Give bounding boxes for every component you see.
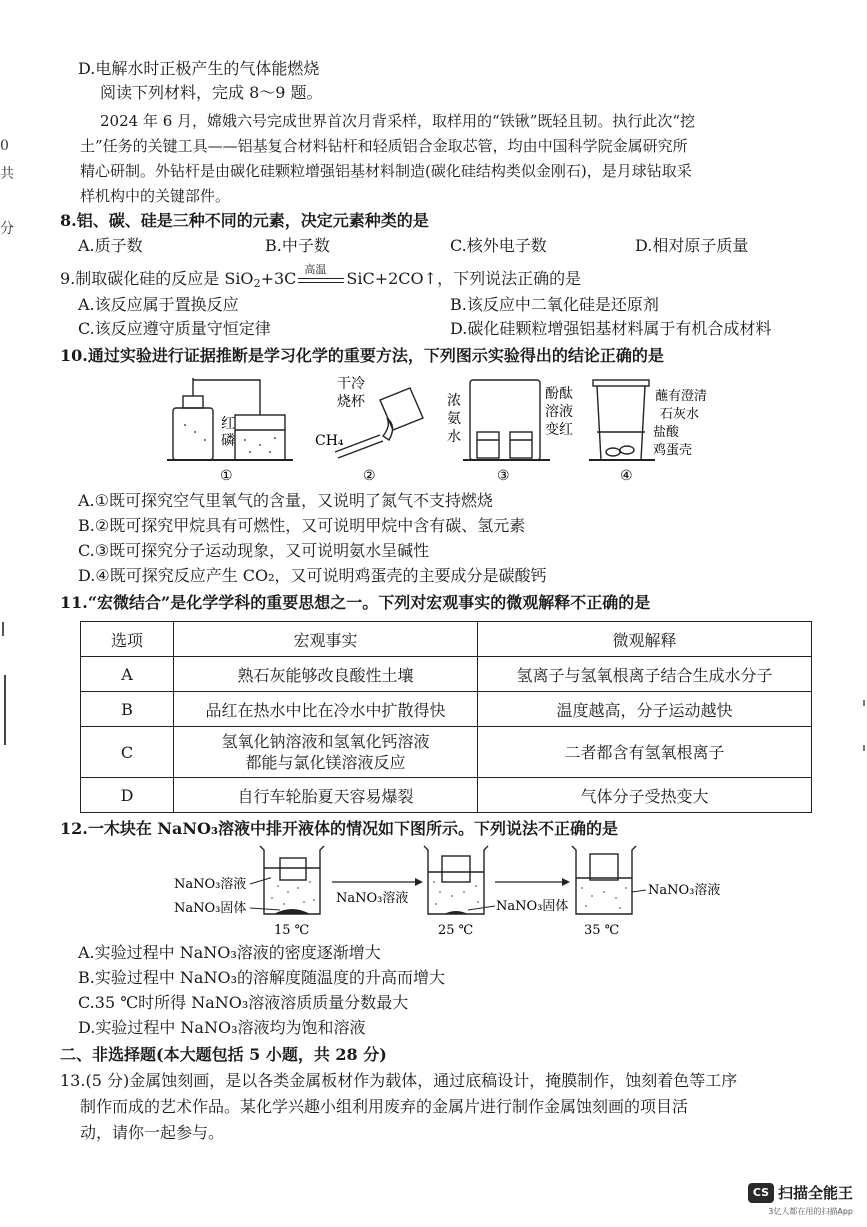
q10-figure-svg — [165, 370, 708, 485]
q11-text: 11.“宏微结合”是化学学科的重要思想之一。下列对宏观事实的微观解释不正确的是 — [60, 593, 651, 612]
exp3-label: 溶液 — [545, 404, 573, 420]
q9-condition: 高温 — [304, 262, 327, 276]
cell-line: 都能与氯化镁溶液反应 — [245, 753, 406, 772]
edge-tick — [863, 700, 865, 706]
table-row — [81, 778, 812, 813]
table-cell: A — [81, 657, 174, 692]
q9-option-b: B.该反应中二氧化硅是还原剂 — [450, 295, 659, 314]
reading-intro: 阅读下列材料，完成 8～9 题。 — [100, 83, 323, 102]
table-header: 选项 — [81, 622, 174, 657]
passage-line: 土”任务的关键工具——铝基复合材料钻杆和轻质铝合金取芯管，均由中国科学院金属研究所 — [80, 137, 688, 155]
q12-figure — [170, 842, 730, 937]
passage-line: 样机构中的关键部件。 — [80, 187, 231, 205]
passage-line: 精心研制。外钻杆是由碳化硅颗粒增强铝基材料制造(碳化硅结构类似金刚石)，是月球钻取采 — [80, 162, 692, 180]
arrow-label-2: NaNO₃固体 — [496, 899, 569, 914]
table-cell: D — [81, 778, 174, 813]
table-cell: 气体分子受热变大 — [478, 778, 812, 813]
scanner-name: 扫描全能王 — [777, 1184, 853, 1202]
q10-figure — [165, 370, 708, 485]
temp-15: 15 ℃ — [274, 923, 310, 938]
edge-mark: 分 — [0, 221, 14, 237]
exp1-label: 红 — [221, 416, 235, 432]
q10-option-b: B.②既可探究甲烷具有可燃性，又可说明甲烷中含有碳、氢元素 — [78, 516, 526, 535]
q12-figure-svg — [170, 842, 730, 937]
edge-mark: 0 — [0, 138, 9, 154]
exp4-label: 石灰水 — [660, 407, 700, 422]
exp4-apparatus — [589, 380, 655, 460]
exp4-label: 蘸有澄清 — [655, 389, 708, 404]
table-cell: 熟石灰能够改良酸性土壤 — [174, 657, 478, 692]
table-header: 宏观事实 — [174, 622, 478, 657]
section-heading: 二、非选择题(本大题包括 5 小题，共 28 分) — [60, 1045, 387, 1064]
q8-option-d: D.相对原子质量 — [635, 236, 749, 255]
exp3-label: 氨 — [447, 411, 461, 427]
q8-text: 8.铝、碳、硅是三种不同的元素，决定元素种类的是 — [60, 211, 429, 230]
table-cell — [174, 727, 478, 778]
q9-middle: +3C — [260, 269, 297, 288]
table-header: 微观解释 — [478, 622, 812, 657]
table-row — [81, 657, 812, 692]
q12-option-a: A.实验过程中 NaNO₃溶液的密度逐渐增大 — [78, 943, 381, 962]
cell-line: 氢氧化钠溶液和氢氧化钙溶液 — [221, 732, 430, 751]
table-row — [81, 692, 812, 727]
q10-option-a: A.①既可探究空气里氧气的含量，又说明了氮气不支持燃烧 — [78, 491, 493, 510]
table-header-row — [81, 622, 812, 657]
temp-35: 35 ℃ — [584, 923, 620, 938]
q8-option-b: B.中子数 — [265, 236, 330, 255]
exp4-label: 鸡蛋壳 — [653, 443, 693, 458]
exp4-number: ④ — [620, 468, 633, 484]
exp3-number: ③ — [497, 468, 510, 484]
q8-stem — [60, 210, 429, 232]
exp1-label: 磷 — [221, 433, 235, 449]
q12-option-c: C.35 ℃时所得 NaNO₃溶液溶质质量分数最大 — [78, 993, 409, 1012]
beaker-35c — [572, 846, 636, 914]
q8-option-c: C.核外电子数 — [450, 236, 547, 255]
q9-after: SiC+2CO↑，下列说法正确的是 — [346, 269, 582, 288]
beaker-25c — [424, 846, 488, 914]
q12-text: 12.一木块在 NaNO₃溶液中排开液体的情况如下图所示。下列说法不正确的是 — [60, 819, 618, 838]
edge-bar — [4, 675, 6, 745]
table-cell: 氢离子与氢氧根离子结合生成水分子 — [478, 657, 812, 692]
q7-option-d: D.电解水时正极产生的气体能燃烧 — [78, 59, 320, 78]
exp2-gas-label: CH₄ — [315, 433, 344, 449]
edge-tick — [2, 622, 4, 636]
q11-table — [80, 621, 812, 813]
table-cell: 二者都含有氢氧根离子 — [478, 727, 812, 778]
beaker-15c — [260, 846, 324, 914]
q9-prefix: 9.制取碳化硅的反应是 SiO — [60, 269, 254, 288]
scanner-tagline: 3亿人都在用的扫描App — [768, 1207, 853, 1216]
q12-stem — [60, 818, 618, 840]
exp3-label: 浓 — [447, 393, 461, 409]
exp3-label: 变红 — [545, 422, 573, 438]
label-right: NaNO₃溶液 — [648, 883, 721, 898]
q13-line: 制作而成的艺术作品。某化学兴趣小组利用废弃的金属片进行制作金属蚀刻画的项目活 — [80, 1097, 689, 1116]
q13-line: 动，请你一起参与。 — [80, 1123, 225, 1142]
table-cell: 品红在热水中比在冷水中扩散得快 — [174, 692, 478, 727]
table-cell: 自行车轮胎夏天容易爆裂 — [174, 778, 478, 813]
exp3-label: 水 — [447, 429, 461, 445]
exp3-apparatus — [463, 380, 550, 460]
temp-25: 25 ℃ — [438, 923, 474, 938]
q10-option-d: D.④既可探究反应产生 CO₂，又可说明鸡蛋壳的主要成分是碳酸钙 — [78, 566, 547, 585]
q9-reaction-arrow — [296, 262, 346, 289]
exp2-label: 烧杯 — [337, 394, 365, 410]
table-cell: 温度越高，分子运动越快 — [478, 692, 812, 727]
q11-stem — [60, 592, 650, 614]
q9-option-d: D.碳化硅颗粒增强铝基材料属于有机合成材料 — [450, 319, 772, 338]
table-cell: C — [81, 727, 174, 778]
q12-option-b: B.实验过程中 NaNO₃的溶解度随温度的升高而增大 — [78, 968, 446, 987]
arrow-label-1: NaNO₃溶液 — [336, 891, 409, 906]
exp2-number: ② — [363, 468, 376, 484]
scanner-watermark — [748, 1182, 853, 1203]
q13-line: 13.(5 分)金属蚀刻画，是以各类金属板材作为载体，通过底稿设计，掩膜制作，蚀刻着色等工序 — [60, 1071, 738, 1090]
label-solution-left: NaNO₃溶液 — [174, 877, 247, 892]
solid-pile — [444, 911, 468, 914]
exp4-label: 盐酸 — [653, 425, 680, 440]
q10-stem — [60, 345, 664, 367]
q10-text: 10.通过实验进行证据推断是学习化学的重要方法，下列图示实验得出的结论正确的是 — [60, 346, 664, 365]
edge-mark: 共 — [0, 166, 14, 182]
passage-line: 2024 年 6 月，嫦娥六号完成世界首次月背采样，取样用的“铁锹”既轻且韧。执行此次“挖 — [100, 112, 696, 130]
q8-option-a: A.质子数 — [78, 236, 143, 255]
exp3-label: 酚酞 — [545, 386, 573, 402]
exp1-number: ① — [220, 468, 233, 484]
table-cell: B — [81, 692, 174, 727]
q9-stem: 9.制取碳化硅的反应是 SiO$_2$+3C 高温 SiC+2CO↑，下列说法正确的是 — [60, 268, 581, 295]
q12-option-d: D.实验过程中 NaNO₃溶液均为饱和溶液 — [78, 1018, 366, 1037]
scanner-logo-icon: CS — [748, 1183, 774, 1203]
q9-option-a: A.该反应属于置换反应 — [78, 295, 239, 314]
q10-option-c: C.③既可探究分子运动现象，又可说明氨水呈碱性 — [78, 541, 430, 560]
label-solid-left: NaNO₃固体 — [174, 901, 247, 916]
table-row — [81, 727, 812, 778]
edge-tick — [863, 745, 865, 751]
q9-option-c: C.该反应遵守质量守恒定律 — [78, 319, 271, 338]
exp2-label: 干冷 — [337, 376, 365, 392]
